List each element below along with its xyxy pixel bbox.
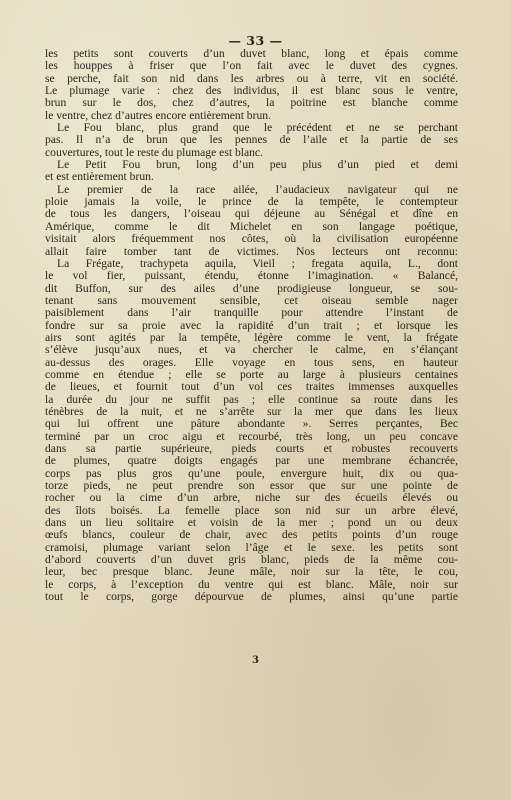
text-line: dit Buffon, sur des ailes d’une prodigieuse longueur, se sou-	[45, 281, 458, 295]
text-line: le corps, à l’exception du ventre qui est blanc. Mâle, noir sur	[45, 577, 458, 591]
text-line: tout le corps, gorge dépourvue de plumes, ainsi qu’une partie	[45, 590, 458, 604]
text-line: dans un lieu solitaire et voisin de la mer ; pond un ou deux	[45, 516, 458, 530]
text-line: brun sur le dos, chez d’autres, la poitrine est blanche comme	[45, 96, 458, 110]
text-line: paisiblement dans l’air tranquille pour attendre l’instant de	[45, 306, 458, 320]
text-line: corps pas plus gros qu’une poule, envergure huit, dix ou qua-	[45, 466, 458, 480]
text-line: tenant sans mouvement sensible, cet oiseau semble nager	[45, 293, 458, 307]
text-line: fondre sur sa proie avec la rapidité d’un trait ; et lorsque les	[45, 318, 458, 332]
text-line: allait faire tomber tant de victimes. Nos lecteurs ont reconnu:	[45, 244, 458, 258]
text-line: des îlots boisés. La femelle place son nid sur un arbre élevé,	[45, 503, 458, 517]
text-line: le vol fier, puissant, étendu, étonne l’imagination. « Balancé,	[45, 269, 458, 283]
text-line: qui lui offrent une pâture abondante ». Serres perçantes, Bec	[45, 417, 458, 431]
text-line: et est entièrement brun.	[45, 170, 154, 184]
text-line: ténèbres de la nuit, et ne s’arrête sur la mer que dans les lieux	[45, 404, 458, 418]
text-line: la durée du jour ne suffit pas ; elle continue sa route dans les	[45, 392, 458, 406]
text-line: d’abord couverts d’un duvet gris blanc, pieds de la même cou-	[45, 553, 458, 567]
text-line: Amérique, comme le dit Michelet en son langage poétique,	[45, 219, 458, 233]
signature-mark: 3	[252, 655, 259, 666]
text-line: visitait alors fréquemment nos côtes, où la civilisation européenne	[45, 232, 458, 246]
text-line: de lieues, et fournit tout d’un vol ces traites immenses auxquelles	[45, 380, 458, 394]
text-line: de plumes, quatre doigts engagés par une membrane échancrée,	[45, 454, 458, 468]
text-line: se perche, fait son nid dans les arbres ou à terre, vit en société.	[45, 71, 458, 85]
text-line: Le Petit Fou brun, long d’un peu plus d’un pied et demi	[57, 158, 458, 172]
text-line: Le plumage varie : chez des individus, il est blanc sous le ventre,	[45, 84, 458, 98]
text-line: terminé par un croc aigu et recourbé, très long, un peu concave	[45, 429, 458, 443]
text-line: torze pieds, ne peut prendre son essor que sur une pointe de	[45, 479, 458, 493]
text-line: rocher ou la cime d’un arbre, niche sur des écueils élevés ou	[45, 491, 458, 505]
text-line: couvertures, tout le reste du plumage est blanc.	[45, 145, 263, 159]
text-line: de tous les dangers, l’oiseau qui déjeune au Sénégal et dîne en	[45, 207, 458, 221]
text-line: pas. Il n’a de brun que les pennes de l’aile et la partie de ses	[45, 133, 458, 147]
text-line: s’élève jusqu’aux nues, et va chercher le calme, en s’élançant	[45, 343, 458, 357]
text-line: au-dessus des orages. Elle voyage en tous sens, en hauteur	[45, 355, 458, 369]
text-line: dans sa partie supérieure, pieds courts et robustes recouverts	[45, 442, 458, 455]
text-line: les petits sont couverts d’un duvet blanc, long et épais comme	[45, 47, 458, 60]
body-text	[45, 48, 458, 603]
text-line: Le premier de la race ailée, l’audacieux navigateur qui ne	[57, 182, 458, 196]
text-line: le ventre, chez d’autres encore entièrement brun.	[45, 108, 271, 122]
text-line: airs sont agités par la tempête, légère comme le vent, la frégate	[45, 330, 458, 344]
text-line: cramoisi, plumage variant selon l’âge et le sexe. les petits sont	[45, 540, 458, 554]
text-line: œufs blancs, couleur de chair, avec des petits points d’un rouge	[45, 528, 458, 542]
text-line: leur, bec presque blanc. Jeune mâle, noir sur la tête, le cou,	[45, 565, 458, 579]
text-line: Le Fou blanc, plus grand que le précédent et ne se perchant	[57, 121, 458, 135]
text-line: comme en étendue ; elle se porte au large à plusieurs centaines	[45, 367, 458, 381]
text-line: La Frégate, trachypeta aquila, Vieil ; fregata aquila, L., dont	[57, 256, 458, 270]
text-line: ploie jamais la voile, le prince de la tempête, le contempteur	[45, 195, 458, 209]
text-line: les houppes à friser que l’on fait avec le duvet des cygnes.	[45, 59, 458, 73]
page-number: — 33 —	[228, 33, 283, 48]
